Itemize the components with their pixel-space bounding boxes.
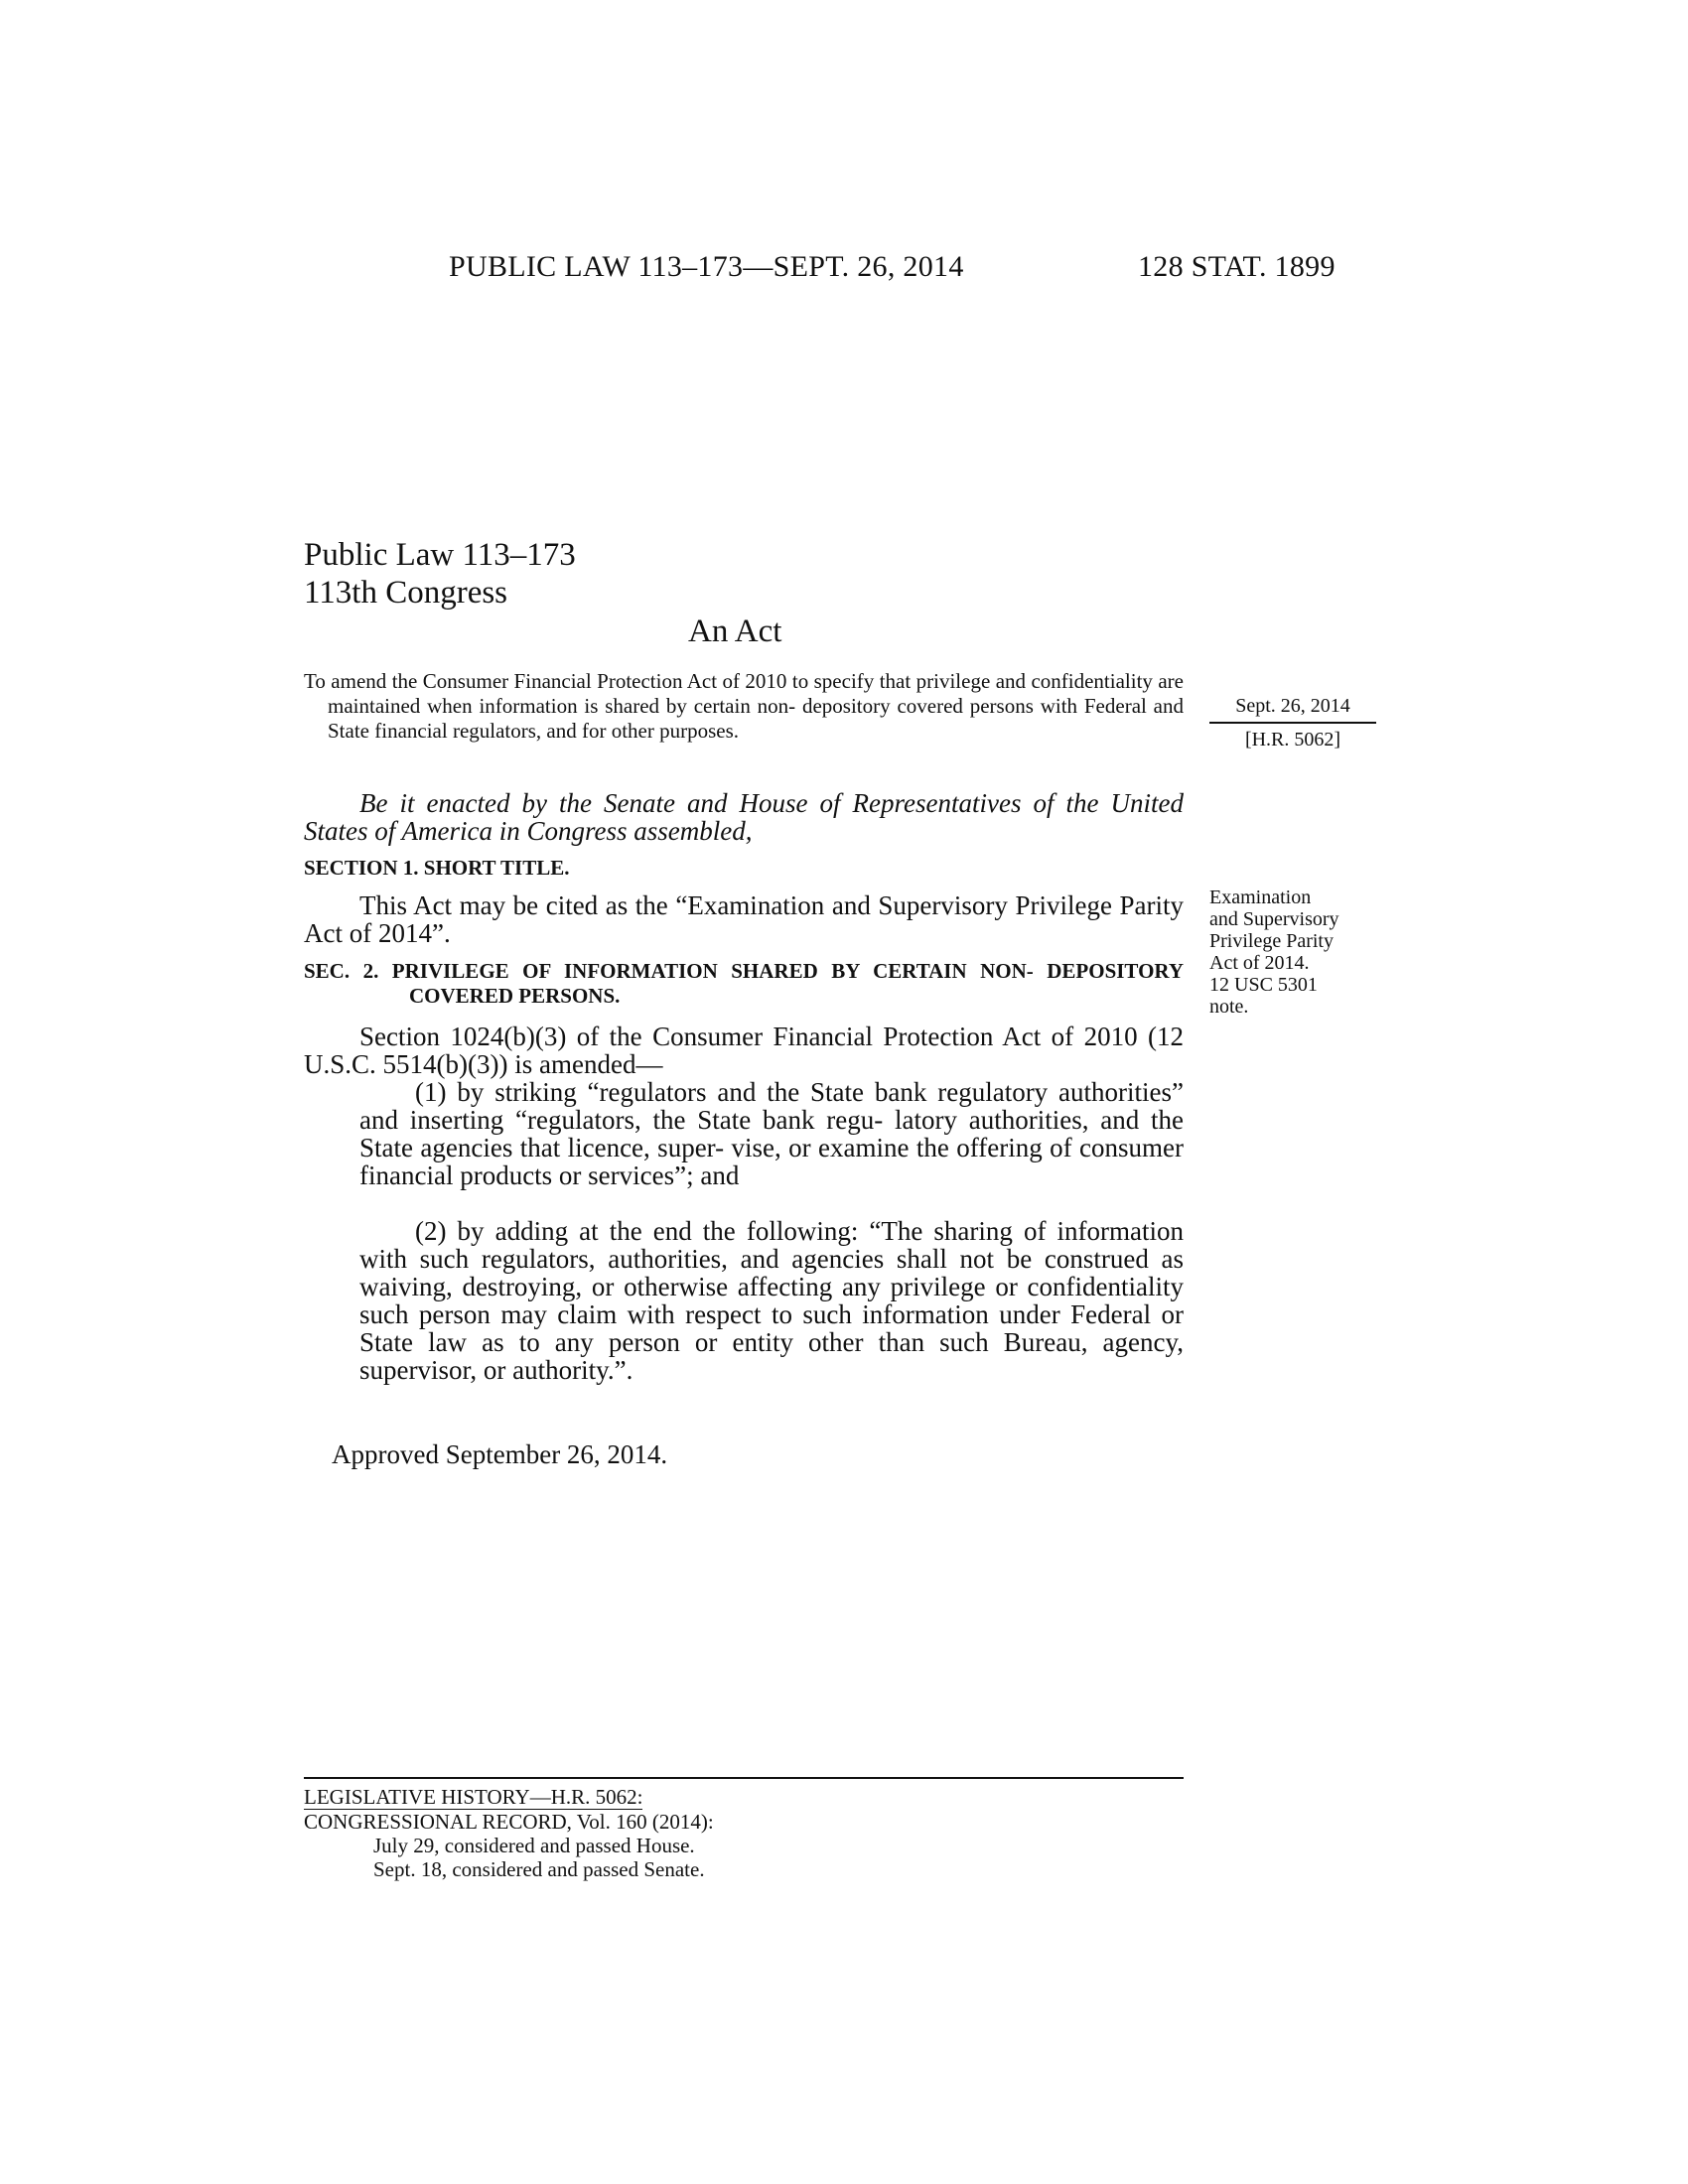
- margin-note-line: Examination: [1209, 887, 1312, 908]
- running-title: PUBLIC LAW 113–173—SEPT. 26, 2014: [449, 250, 964, 283]
- section-1-heading: SECTION 1. SHORT TITLE.: [304, 856, 570, 880]
- house-action: July 29, considered and passed House.: [373, 1834, 695, 1857]
- footer-rule: [304, 1777, 1184, 1779]
- law-title-block: [304, 536, 576, 612]
- section-2-heading: SEC. 2. PRIVILEGE OF INFORMATION SHARED BY CERTAIN NON- DEPOSITORY COVERED PERSONS.: [304, 959, 1184, 1008]
- margin-note-line: 12 USC 5301: [1209, 974, 1318, 996]
- senate-action: Sept. 18, considered and passed Senate.: [373, 1857, 705, 1881]
- congress-number: 113th Congress: [304, 575, 508, 611]
- margin-note-line: Privilege Parity: [1209, 930, 1334, 952]
- amendment-item-text: (2) by adding at the end the following: “The sharing of information with such regulators, authorities, and agencies shall not be construed as waiving, destroying, or otherwise affecting any privilege or confidentiality such person may claim with respect to such information under Federal or State law as to any person or entity other than such Bureau, agency, supervisor, or authority.”.: [359, 1216, 1184, 1385]
- approval-date: Approved September 26, 2014.: [332, 1439, 668, 1469]
- law-number: Public Law 113–173: [304, 537, 576, 573]
- amendment-item-1: [304, 1078, 1184, 1189]
- margin-short-title-note: [1209, 887, 1376, 1018]
- enacting-clause: Be it enacted by the Senate and House of Representatives of the United States of America in Congress assembled,: [304, 788, 1184, 846]
- margin-date-block: [1209, 695, 1376, 751]
- legislative-history: [304, 1785, 714, 1881]
- margin-bill-number: [H.R. 5062]: [1244, 729, 1341, 751]
- amendment-item-2: [304, 1217, 1184, 1384]
- purpose-clause: To amend the Consumer Financial Protection Act of 2010 to specify that privilege and confidentiality are maintained when information is shared by certain non- depository covered persons with Federal and State financial regulators, and for other purposes.: [304, 669, 1184, 743]
- amendment-item-text: (1) by striking “regulators and the State bank regulatory authorities” and inserting “regulators, the State bank regu- latory authorities, and the State agencies that licence, super- vise, or examine the offering of consumer financial products or services”; and: [359, 1077, 1184, 1190]
- margin-date: Sept. 26, 2014: [1235, 695, 1350, 717]
- margin-note-line: Act of 2014.: [1209, 952, 1310, 974]
- margin-rule: [1209, 722, 1376, 724]
- margin-note-line: note.: [1209, 996, 1249, 1018]
- margin-note-line: and Supervisory: [1209, 908, 1339, 930]
- act-heading: An Act: [688, 614, 782, 649]
- stat-reference: 128 STAT. 1899: [1138, 250, 1336, 283]
- section-1-text: This Act may be cited as the “Examination and Supervisory Privilege Parity Act of 2014”.: [304, 890, 1184, 948]
- section-2-intro: Section 1024(b)(3) of the Consumer Financial Protection Act of 2010 (12 U.S.C. 5514(b)(3)) is amended—: [304, 1022, 1184, 1079]
- congressional-record: CONGRESSIONAL RECORD, Vol. 160 (2014):: [304, 1810, 714, 1834]
- legislative-history-label: LEGISLATIVE HISTORY—H.R. 5062:: [304, 1785, 643, 1809]
